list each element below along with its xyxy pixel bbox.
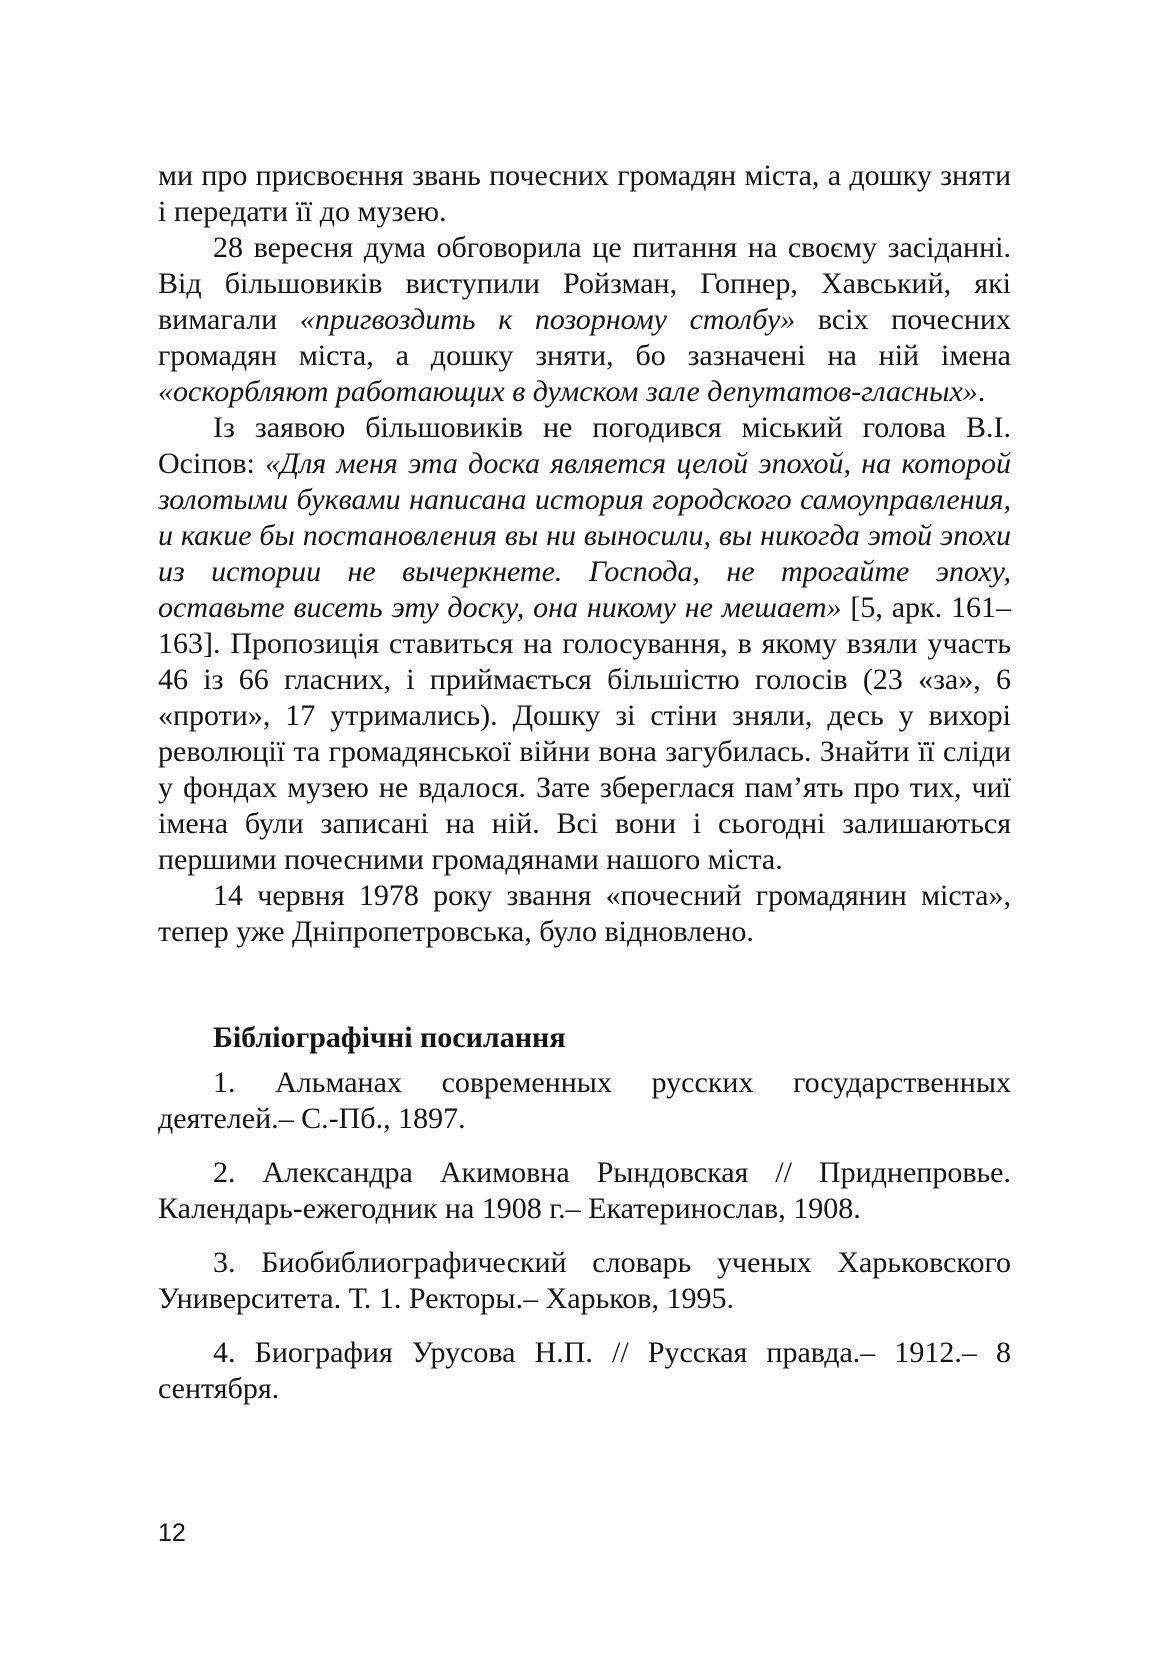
quote-italic: «пригвоздить к позорному столбу»: [299, 303, 796, 336]
bibliography-item: 2. Александра Акимовна Рындовская // Приднепровье. Календарь-ежегодник на 1908 г.– Екатеринослав, 1908.: [158, 1156, 1011, 1225]
bibliography-item: 1. Альманах современных русских государственных деятелей.– С.-Пб., 1897.: [158, 1066, 1011, 1135]
text-run: всіх почесних громадян міста, а дошку зняти, бо зазначені на ній імена: [158, 303, 1011, 372]
quote-italic: «Для меня эта доска является целой эпохой, на которой золотыми буквами написана история городского самоуправления, и какие бы постановления вы ни выносили, вы никогда этой эпохи из истории не вычеркнете. Господа, не трогайте эпоху, оставьте висеть эту доску, она никому не мешает»: [158, 447, 1012, 624]
quote-italic: «оскорбляют работающих в думском зале депутатов-гласных»: [158, 375, 978, 408]
paragraph-osipov-statement: [158, 410, 1011, 878]
page-number: 12: [158, 1519, 186, 1547]
bibliography-list: [158, 1065, 1011, 1407]
bibliography-item: 3. Биобиблиографический словарь ученых Харьковского Университета. Т. 1. Ректоры.– Харьков, 1995.: [158, 1246, 1011, 1315]
paragraph-duma-discussion: [158, 230, 1011, 410]
paragraph-continuation: ми про присвоєння звань почесних громадян міста, а дошку зняти і передати її до музею.: [158, 159, 1011, 228]
text-run: Із заявою більшовиків не погодився міський голова В.І. Осіпов:: [158, 411, 1011, 480]
text-run: 28 вересня дума обговорила це питання на своєму засіданні. Від більшовиків виступили Ройзман, Гопнер, Хавський, які вимагали: [158, 231, 1011, 336]
bibliography-item: 4. Биография Урусова Н.П. // Русская правда.– 1912.– 8 сентября.: [158, 1336, 1011, 1405]
bibliography-heading: Бібліографічні посилання: [213, 1021, 566, 1054]
page-body: [158, 158, 1011, 1425]
paragraph-restoration: 14 червня 1978 року звання «почесний громадянин міста», тепер уже Дніпропетровська, було відновлено.: [158, 879, 1011, 948]
text-run: [5, арк. 161–163]. Пропозиція ставиться на голосування, в якому взяли участь 46 із 66 гласних, і приймається більшістю голосів (23 «за», 6 «проти», 17 утримались). Дошку зі стіни зняли, десь у вихорі революції та громадянської війни вона загубилась. Знайти її сліди у фондах музею не вдалося. Зате збереглася пам’ять про тих, чиї імена були записані на ній. Всі вони і сьогодні залишаються першими почесними громадянами нашого міста.: [158, 591, 1011, 876]
text-run: .: [977, 375, 986, 408]
